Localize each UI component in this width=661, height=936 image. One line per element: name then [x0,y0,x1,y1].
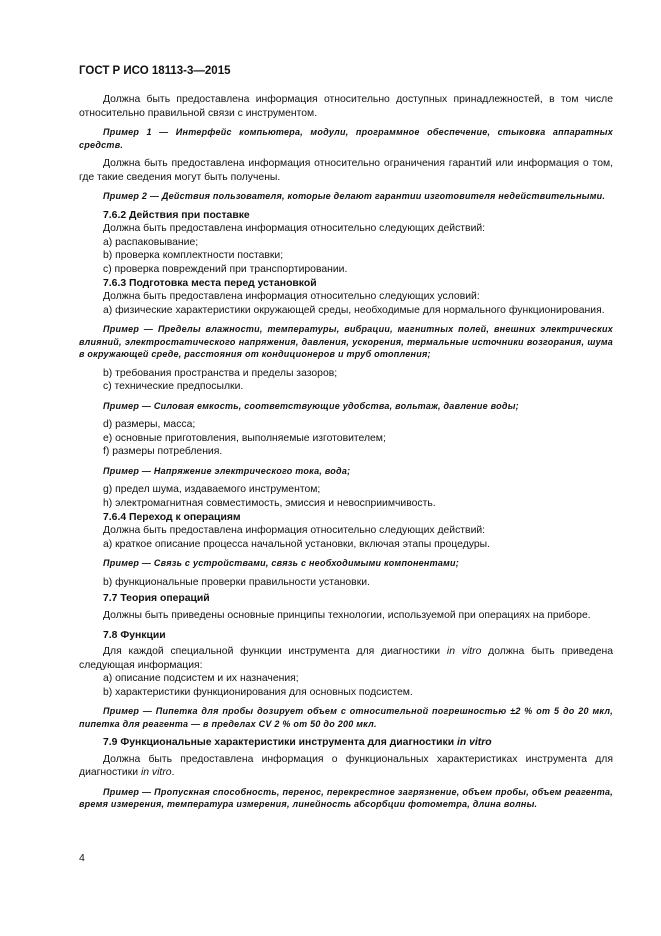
list-item: b) проверка комплектности поставки; [103,250,284,262]
heading-7-9: 7.9 Функциональные характеристики инструмента для диагностики in vitro [103,737,492,749]
paragraph-7-6-4: Должна быть предоставлена информация относительно следующих действий: [103,525,486,537]
list-item: е) основные приготовления, выполняемые изготовителем; [103,432,386,444]
example-4: Пример — Силовая емкость, соответствующие удобства, вольтаж, давление воды; [103,400,519,411]
example-6: Пример — Связь с устройствами, связь с необходимыми компонентами; [103,558,459,569]
list-item: f) размеры потребления. [103,446,223,458]
list-item: а) описание подсистем и их назначения; [103,673,299,685]
paragraph-7-7: Должны быть приведены основные принципы технологии, используемой при операциях на приборе. [103,609,591,621]
paragraph-7-6-2: Должна быть предоставлена информация относительно следующих действий: [103,223,486,235]
heading-7-6-3: 7.6.3 Подготовка места перед установкой [103,277,317,289]
list-item: h) электромагнитная совместимость, эмиссия и невосприимчивость. [103,497,436,509]
heading-7-8: 7.8 Функции [103,629,166,641]
example-2: Пример 2 — Действия пользователя, которые делают гарантии изготовителя недействительными. [103,191,606,202]
list-item: с) проверка повреждений при транспортировании. [103,263,348,275]
list-item: b) функциональные проверки правильности установки. [103,576,370,588]
example-5: Пример — Напряжение электрического тока, вода; [103,465,351,476]
list-item: d) размеры, масса; [103,419,196,431]
document-header: ГОСТ Р ИСО 18113-3—2015 [79,65,231,77]
list-item: b) характеристики функционирования для основных подсистем. [103,686,413,698]
list-item: а) физические характеристики окружающей среды, необходимые для нормального функционирования. [103,304,605,316]
heading-7-7: 7.7 Теория операций [103,593,210,605]
list-item: с) технические предпосылки. [103,381,244,393]
example-1: Пример 1 — Интерфейс компьютера, модули, программное обеспечение, стыковка аппаратных средств. [79,127,613,150]
list-item: а) краткое описание процесса начальной установки, включая этапы процедуры. [103,538,490,550]
paragraph-7-9: Должна быть предоставлена информация о функциональных характеристиках инструмента для диагностики in vitro. [79,753,613,779]
example-8: Пример — Пропускная способность, перенос, перекрестное загрязнение, объем пробы, объем реагента, время измерения, температура измерения, линейность абсорбции фотометра, длина волны. [79,787,613,810]
paragraph-7-8: Для каждой специальной функции инструмента для диагностики in vitro должна быть приведена следующая информация: [79,646,613,671]
page-content [79,93,613,811]
example-3: Пример — Пределы влажности, температуры, вибрации, магнитных полей, внешних электрических влияний, электростатического напряжения, давления, ускорения, термальные источники возгорания, шума в окружающей среде, расстояния от кондиционеров и труб отопления; [79,324,613,360]
list-item: g) предел шума, издаваемого инструментом; [103,484,321,496]
example-7: Пример — Пипетка для пробы дозирует объем с относительной погрешностью ±2 % от 5 до 20 мкл, пипетка для реагента — в пределах CV 2 % от 50 до 200 мкл. [79,706,613,729]
page-number: 4 [79,852,85,864]
list-item: b) требования пространства и пределы зазоров; [103,367,338,379]
list-item: а) распаковывание; [103,236,199,248]
heading-7-6-2: 7.6.2 Действия при поставке [103,209,250,221]
paragraph-7-6-3: Должна быть предоставлена информация относительно следующих условий: [103,291,480,303]
heading-7-6-4: 7.6.4 Переход к операциям [103,511,241,523]
paragraph-accessories: Должна быть предоставлена информация относительно доступных принадлежностей, в том числе относительно правильной связи с инструментом. [79,94,613,119]
paragraph-warranty: Должна быть предоставлена информация относительно ограничения гарантий или информация о том, где такие сведения могут быть получены. [79,158,613,183]
